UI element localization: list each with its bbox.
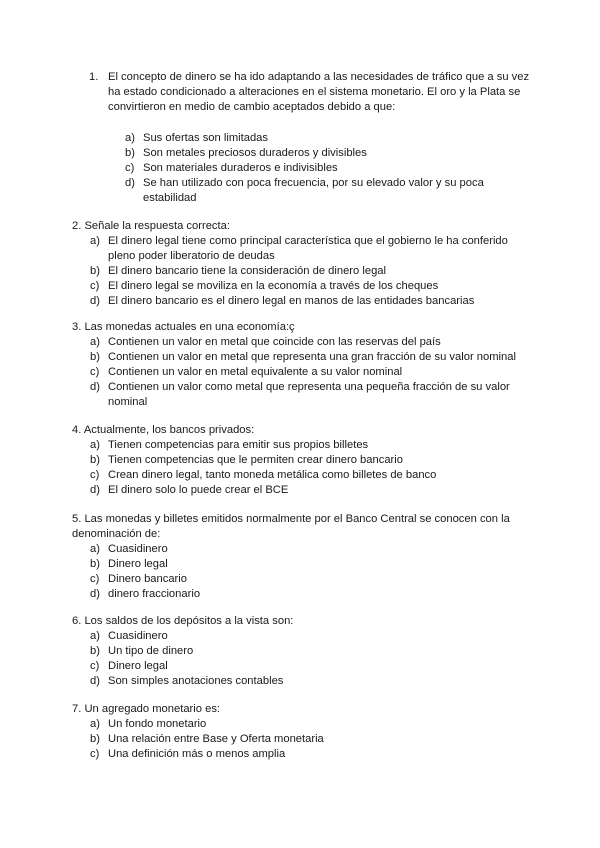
option-item <box>72 264 534 279</box>
option-item <box>72 453 534 468</box>
option-text: Sus ofertas son limitadas <box>143 132 268 144</box>
option-letter: c) <box>90 660 100 672</box>
question-3 <box>72 320 534 410</box>
option-text: Contienen un valor en metal equivalente a su valor nominal <box>108 366 403 378</box>
option-list <box>72 234 534 309</box>
option-item <box>72 587 534 602</box>
option-letter: a) <box>90 336 100 348</box>
option-letter: a) <box>90 543 100 555</box>
option-letter: a) <box>90 630 100 642</box>
option-text: Crean dinero legal, tanto moneda metálica como billetes de banco <box>108 469 437 481</box>
option-text: Se han utilizado con poca frecuencia, por su elevado valor y su poca estabilidad <box>143 177 484 204</box>
option-item <box>72 365 534 380</box>
option-letter: b) <box>125 147 135 159</box>
option-item <box>72 335 534 350</box>
option-item <box>72 380 534 410</box>
option-item <box>72 572 534 587</box>
option-item <box>72 629 534 644</box>
question-text: 5. Las monedas y billetes emitidos normalmente por el Banco Central se conocen con la denominación de: <box>72 513 510 540</box>
option-item <box>72 294 534 309</box>
option-text: El dinero solo lo puede crear el BCE <box>108 484 289 496</box>
option-item <box>72 483 534 498</box>
option-text: Son simples anotaciones contables <box>108 675 284 687</box>
option-letter: c) <box>90 280 100 292</box>
option-text: Una definición más o menos amplia <box>108 748 286 760</box>
option-item <box>72 747 534 762</box>
option-item <box>72 732 534 747</box>
option-text: El dinero bancario tiene la consideración de dinero legal <box>108 265 387 277</box>
option-text: Dinero bancario <box>108 573 187 585</box>
question-7 <box>72 702 534 762</box>
option-letter: b) <box>90 645 100 657</box>
option-letter: b) <box>90 454 100 466</box>
question-text: 7. Un agregado monetario es: <box>72 703 221 715</box>
option-letter: c) <box>90 469 100 481</box>
option-list <box>72 629 534 689</box>
option-letter: d) <box>90 381 100 393</box>
option-text: Contienen un valor en metal que representa una gran fracción de su valor nominal <box>108 351 516 363</box>
question-text: 2. Señale la respuesta correcta: <box>72 220 230 232</box>
option-text: El dinero legal tiene como principal característica que el gobierno le ha conferido pleno poder liberatorio de deudas <box>108 235 508 262</box>
option-text: El dinero legal se moviliza en la economía a través de los cheques <box>108 280 439 292</box>
option-item <box>108 131 535 146</box>
option-item <box>108 161 535 176</box>
option-list <box>72 542 534 602</box>
option-text: Contienen un valor en metal que coincide con las reservas del país <box>108 336 441 348</box>
option-letter: d) <box>90 295 100 307</box>
option-text: Son metales preciosos duraderos y divisibles <box>143 147 367 159</box>
option-item <box>72 644 534 659</box>
option-letter: a) <box>90 439 100 451</box>
option-letter: c) <box>125 162 135 174</box>
option-text: dinero fraccionario <box>108 588 201 600</box>
option-text: Tienen competencias para emitir sus propios billetes <box>108 439 369 451</box>
option-text: El dinero bancario es el dinero legal en manos de las entidades bancarias <box>108 295 475 307</box>
option-list <box>72 717 534 762</box>
question-number: 1. <box>89 71 99 83</box>
option-letter: b) <box>90 351 100 363</box>
option-letter: c) <box>90 573 100 585</box>
option-letter: d) <box>90 484 100 496</box>
option-item <box>72 557 534 572</box>
option-item <box>72 350 534 365</box>
option-letter: c) <box>90 366 100 378</box>
option-letter: b) <box>90 733 100 745</box>
option-text: Tienen competencias que le permiten crear dinero bancario <box>108 454 403 466</box>
option-list <box>72 438 534 498</box>
option-list <box>72 335 534 410</box>
option-text: Cuasidinero <box>108 543 168 555</box>
option-letter: c) <box>90 748 100 760</box>
option-letter: b) <box>90 265 100 277</box>
option-letter: d) <box>90 588 100 600</box>
question-6 <box>72 614 534 689</box>
option-text: Un tipo de dinero <box>108 645 194 657</box>
option-text: Cuasidinero <box>108 630 168 642</box>
option-text: Dinero legal <box>108 660 168 672</box>
option-letter: d) <box>90 675 100 687</box>
option-item <box>72 717 534 732</box>
option-text: Una relación entre Base y Oferta monetaria <box>108 733 324 745</box>
question-5 <box>72 512 534 602</box>
option-text: Dinero legal <box>108 558 168 570</box>
question-text: 6. Los saldos de los depósitos a la vista son: <box>72 615 294 627</box>
question-text: 3. Las monedas actuales en una economía:ç <box>72 321 295 333</box>
option-item <box>108 176 535 206</box>
question-text: El concepto de dinero se ha ido adaptando a las necesidades de tráfico que a su vez ha estado condicionado a alteraciones en el sistema monetario. El oro y la Plata se convirtieron en medio de cambio aceptados debido a que: <box>108 71 530 113</box>
option-letter: a) <box>90 718 100 730</box>
question-4 <box>72 423 534 498</box>
option-letter: b) <box>90 558 100 570</box>
option-text: Contienen un valor como metal que representa una pequeña fracción de su valor nominal <box>108 381 510 408</box>
option-item <box>72 674 534 689</box>
option-item <box>108 146 535 161</box>
option-letter: a) <box>125 132 135 144</box>
question-1 <box>89 70 535 206</box>
option-item <box>72 542 534 557</box>
option-letter: a) <box>90 235 100 247</box>
option-text: Un fondo monetario <box>108 718 207 730</box>
option-item <box>72 279 534 294</box>
question-text: 4. Actualmente, los bancos privados: <box>72 424 255 436</box>
option-item <box>72 438 534 453</box>
option-list <box>108 131 535 206</box>
option-letter: d) <box>125 177 135 189</box>
option-text: Son materiales duraderos e indivisibles <box>143 162 338 174</box>
question-2 <box>72 219 534 309</box>
option-item <box>72 468 534 483</box>
option-item <box>72 234 534 264</box>
option-item <box>72 659 534 674</box>
